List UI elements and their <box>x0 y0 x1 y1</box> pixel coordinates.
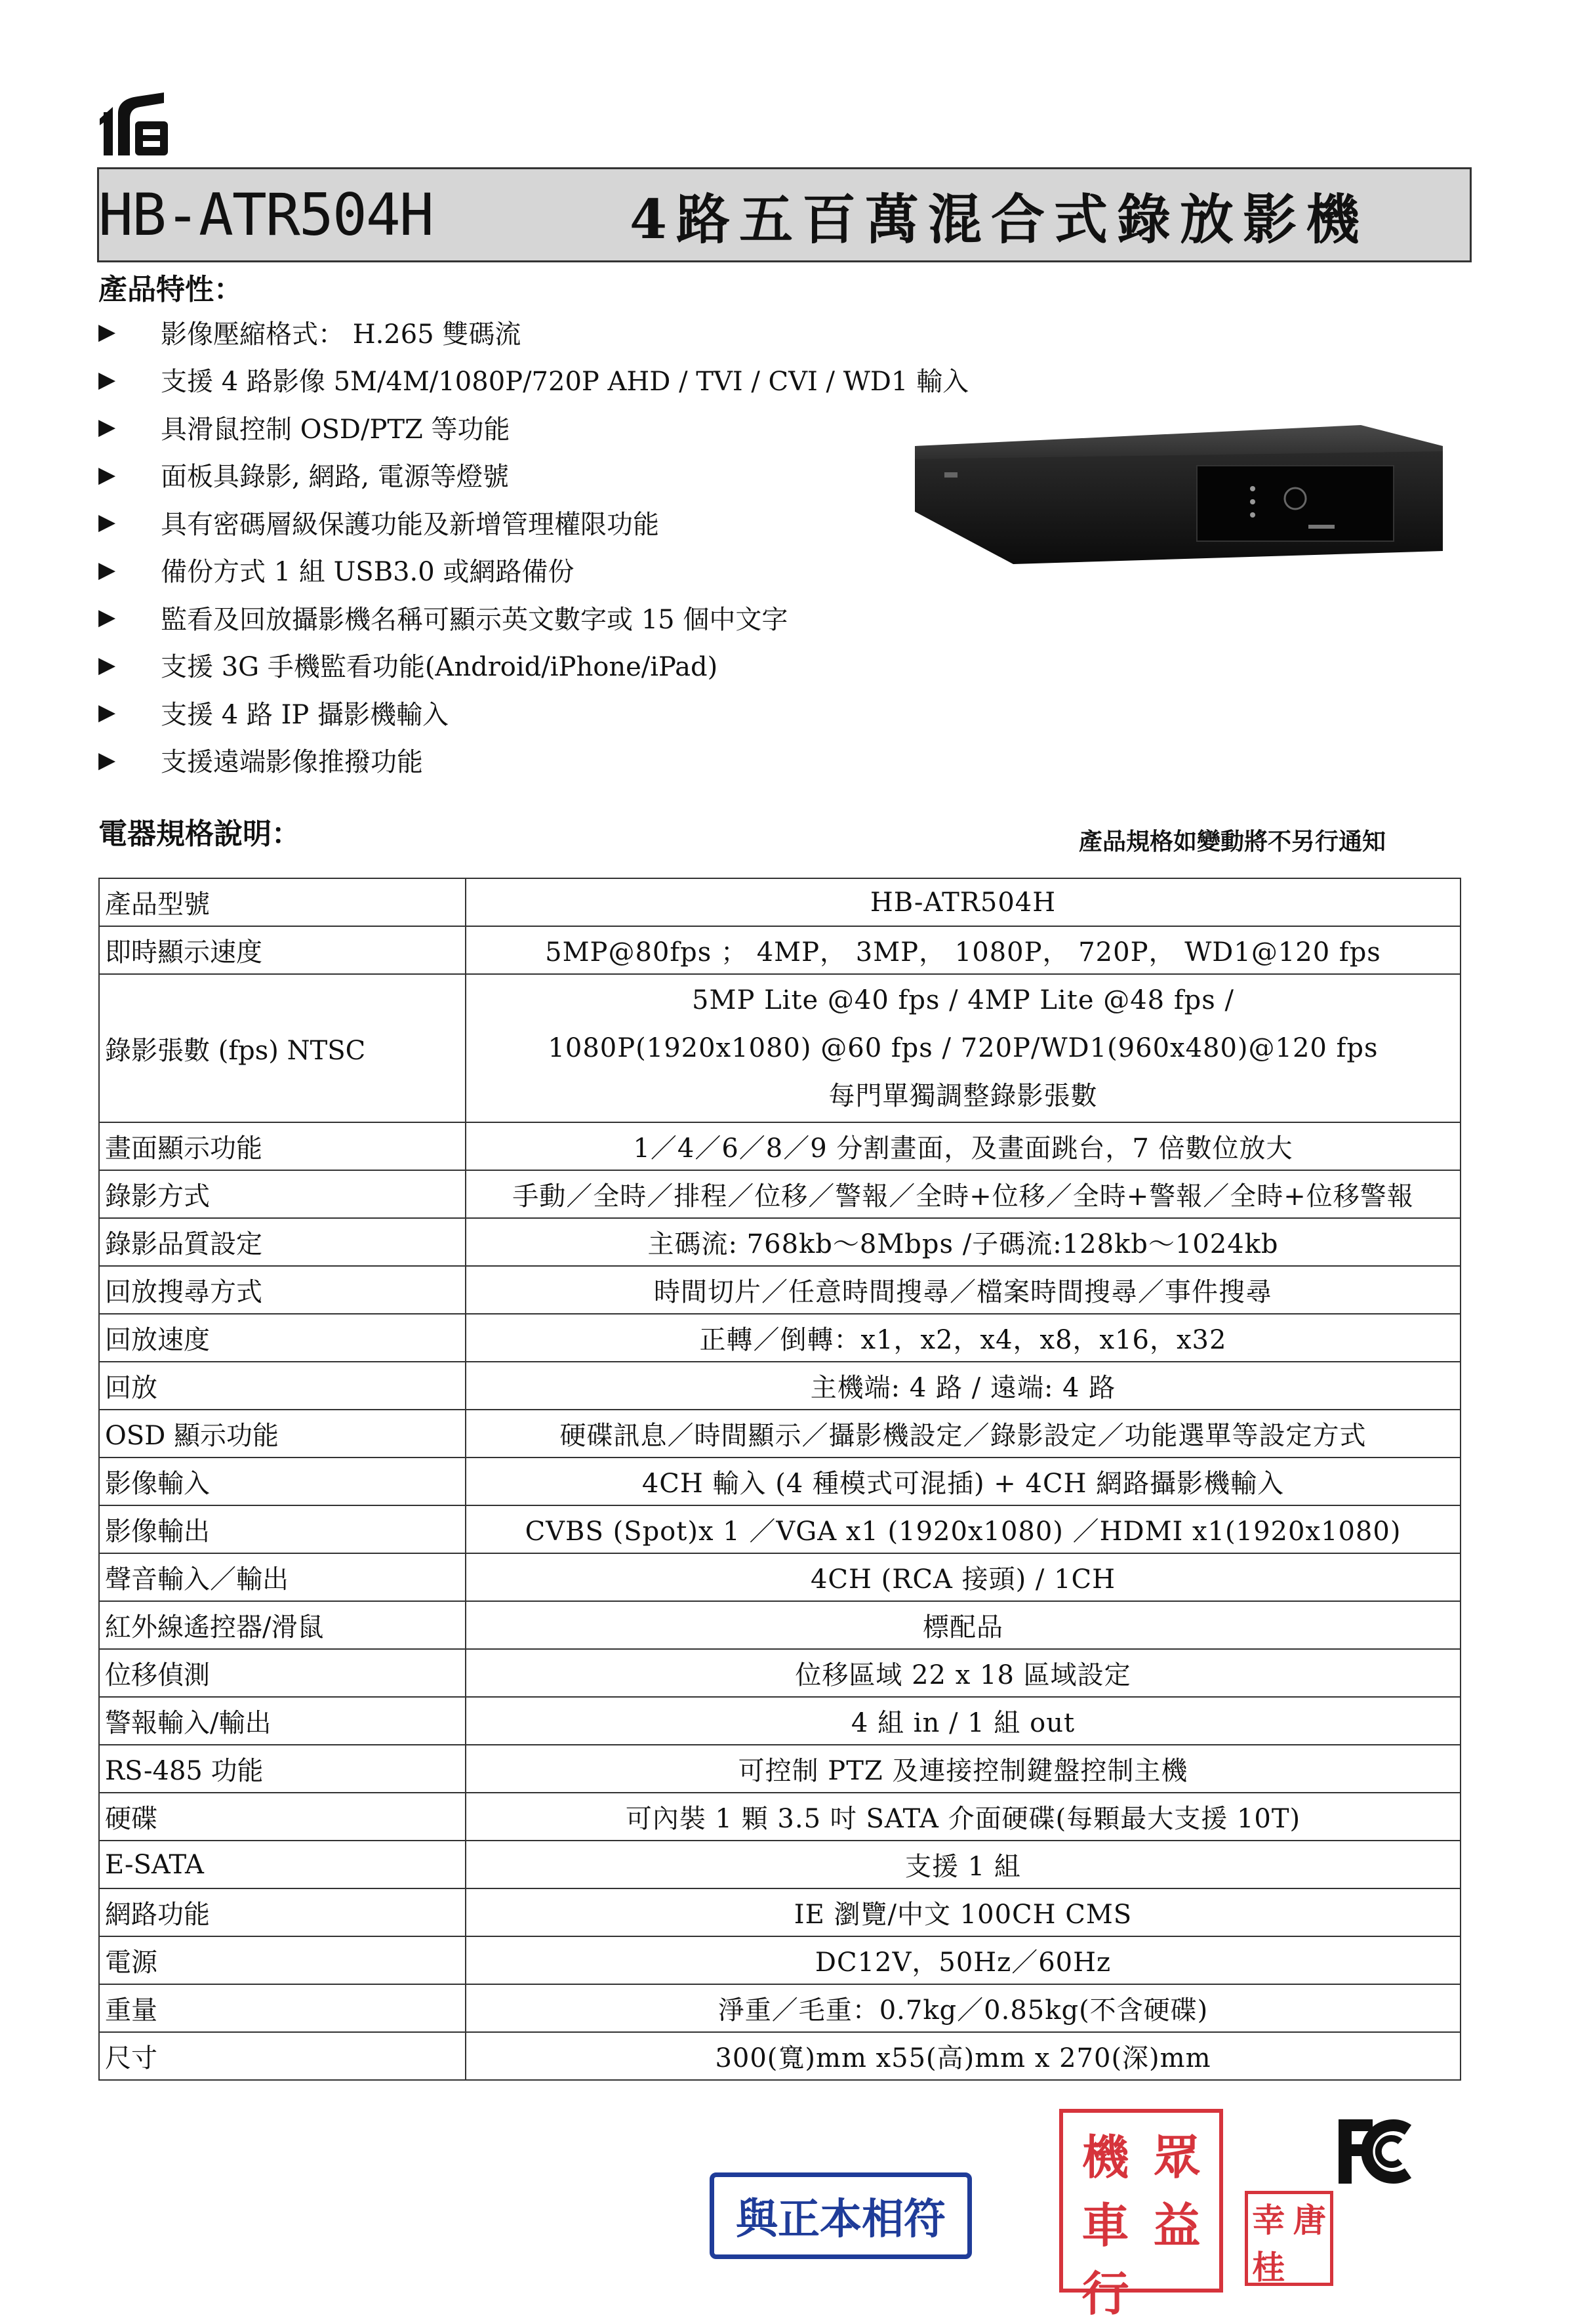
spec-label: 重量 <box>99 1984 466 2032</box>
spec-row <box>99 926 1461 974</box>
spec-label: 錄影張數 (fps) NTSC <box>99 974 466 1122</box>
spec-row <box>99 1362 1461 1410</box>
feature-text: 支援 3G 手機監看功能(Android/iPhone/iPad) <box>161 652 718 683</box>
spec-value: 可控制 PTZ 及連接控制鍵盤控制主機 <box>466 1745 1461 1793</box>
spec-value: DC12V，50Hz／60Hz <box>466 1936 1461 1984</box>
spec-value-line: 5MP Lite @40 fps / 4MP Lite @48 fps / <box>692 985 1234 1015</box>
seal-character <box>1289 2241 1331 2289</box>
spec-change-notice: 產品規格如變動將不另行通知 <box>1079 828 1386 855</box>
spec-value: 主碼流: 768kb～8Mbps /子碼流:128kb～1024kb <box>466 1218 1461 1266</box>
feature-text: 具有密碼層級保護功能及新增管理權限功能 <box>161 509 659 540</box>
shop-seal-stamp <box>1059 2109 1223 2321</box>
spec-row <box>99 1841 1461 1888</box>
spec-row <box>99 1553 1461 1601</box>
spec-label: 回放速度 <box>99 1314 466 1362</box>
seal-character: 唐 <box>1293 2201 1326 2239</box>
triangle-right-icon: ▶ <box>98 509 116 536</box>
fc-mark-icon <box>1335 2115 1423 2188</box>
feature-item <box>98 356 969 404</box>
feature-text: 支援 4 路影像 5M/4M/1080P/720P AHD / TVI / CVI / WD1 輸入 <box>161 367 969 398</box>
spec-row <box>99 1314 1461 1362</box>
spec-row <box>99 974 1461 1122</box>
spec-table <box>98 878 1461 2081</box>
seal-character: 眾 <box>1153 2129 1201 2185</box>
spec-value: 1／4／6／8／9 分割畫面，及畫面跳台，7 倍數位放大 <box>466 1122 1461 1170</box>
feature-text: 面板具錄影, 網路, 電源等燈號 <box>161 462 509 493</box>
spec-label: 影像輸出 <box>99 1505 466 1553</box>
spec-value: 硬碟訊息／時間顯示／攝影機設定／錄影設定／功能選單等設定方式 <box>466 1410 1461 1458</box>
feature-text: 影像壓縮格式： H.265 雙碼流 <box>161 319 521 350</box>
certified-copy-stamp: 與正本相符 <box>710 2172 972 2259</box>
feature-item <box>98 308 969 356</box>
spec-value: 主機端: 4 路 / 遠端: 4 路 <box>466 1362 1461 1410</box>
spec-label: 聲音輸入／輸出 <box>99 1553 466 1601</box>
spec-label: 回放搜尋方式 <box>99 1266 466 1314</box>
triangle-right-icon: ▶ <box>98 699 116 726</box>
spec-label: 產品型號 <box>99 878 466 926</box>
spec-value: 時間切片／任意時間搜尋／檔案時間搜尋／事件搜尋 <box>466 1266 1461 1314</box>
feature-item <box>98 403 969 451</box>
feature-item <box>98 546 969 594</box>
spec-value: 4CH 輸入 (4 種模式可混插) + 4CH 網路攝影機輸入 <box>466 1458 1461 1505</box>
spec-label: 即時顯示速度 <box>99 926 466 974</box>
spec-label: OSD 顯示功能 <box>99 1410 466 1458</box>
feature-item <box>98 689 969 737</box>
spec-value: 可內裝 1 顆 3.5 吋 SATA 介面硬碟(每顆最大支援 10T) <box>466 1793 1461 1841</box>
spec-value: 300(寬)mm x55(高)mm x 270(深)mm <box>466 2032 1461 2080</box>
spec-row <box>99 1601 1461 1649</box>
spec-value: 淨重／毛重：0.7kg／0.85kg(不含硬碟) <box>466 1984 1461 2032</box>
spec-row <box>99 1936 1461 1984</box>
spec-label: 畫面顯示功能 <box>99 1122 466 1170</box>
spec-row <box>99 1793 1461 1841</box>
seal-character: 益 <box>1153 2197 1201 2253</box>
spec-label: 位移偵測 <box>99 1649 466 1697</box>
seal-character: 機 <box>1081 2129 1129 2185</box>
spec-label: 電源 <box>99 1936 466 1984</box>
spec-row <box>99 1122 1461 1170</box>
spec-row <box>99 1888 1461 1936</box>
feature-item <box>98 594 969 642</box>
spec-value: 5MP@80fps ； 4MP， 3MP， 1080P， 720P， WD1@120 fps <box>466 926 1461 974</box>
triangle-right-icon: ▶ <box>98 604 116 631</box>
feature-item <box>98 499 969 546</box>
spec-label: 錄影品質設定 <box>99 1218 466 1266</box>
spec-row <box>99 878 1461 926</box>
spec-row <box>99 1170 1461 1218</box>
feature-item <box>98 451 969 499</box>
feature-text: 監看及回放攝影機名稱可顯示英文數字或 15 個中文字 <box>161 604 788 635</box>
spec-row <box>99 1458 1461 1505</box>
triangle-right-icon: ▶ <box>98 319 116 346</box>
spec-value: 支援 1 組 <box>466 1841 1461 1888</box>
spec-label: 回放 <box>99 1362 466 1410</box>
seal-character: 幸 <box>1252 2201 1285 2239</box>
features-heading: 產品特性： <box>98 273 243 306</box>
triangle-right-icon: ▶ <box>98 461 116 488</box>
specs-heading: 電器規格說明： <box>98 817 300 851</box>
spec-row <box>99 1218 1461 1266</box>
features-list <box>98 308 969 784</box>
spec-value-line: 每門單獨調整錄影張數 <box>828 1080 1098 1111</box>
spec-label: E-SATA <box>99 1841 466 1888</box>
spec-row <box>99 2032 1461 2080</box>
spec-label: 影像輸入 <box>99 1458 466 1505</box>
spec-label: 硬碟 <box>99 1793 466 1841</box>
feature-text: 支援 4 路 IP 攝影機輸入 <box>161 699 449 730</box>
feature-item <box>98 642 969 689</box>
spec-label: 網路功能 <box>99 1888 466 1936</box>
spec-row <box>99 1745 1461 1793</box>
feature-text: 支援遠端影像推撥功能 <box>161 747 423 778</box>
feature-text: 具滑鼠控制 OSD/PTZ 等功能 <box>161 414 510 445</box>
spec-value: CVBS (Spot)x 1 ／VGA x1 (1920x1080) ／HDMI x1(1920x1080) <box>466 1505 1461 1553</box>
triangle-right-icon: ▶ <box>98 651 116 678</box>
dvr-product-image <box>908 420 1446 581</box>
spec-value: 正轉／倒轉：x1，x2，x4，x8，x16，x32 <box>466 1314 1461 1362</box>
spec-row <box>99 1984 1461 2032</box>
triangle-right-icon: ▶ <box>98 556 116 583</box>
triangle-right-icon: ▶ <box>98 746 116 773</box>
spec-label: 尺寸 <box>99 2032 466 2080</box>
feature-item <box>98 737 969 785</box>
spec-row <box>99 1697 1461 1745</box>
spec-label: RS-485 功能 <box>99 1745 466 1793</box>
personal-seal-stamp <box>1245 2191 1333 2286</box>
spec-row <box>99 1505 1461 1553</box>
spec-value: IE 瀏覽/中文 100CH CMS <box>466 1888 1461 1936</box>
spec-value-line: 1080P(1920x1080) @60 fps / 720P/WD1(960x480)@120 fps <box>548 1032 1379 1063</box>
brand-logo-icon <box>98 87 177 159</box>
spec-value: HB-ATR504H <box>466 878 1461 926</box>
spec-row <box>99 1266 1461 1314</box>
model-title: HB-ATR504H <box>98 181 433 249</box>
spec-label: 紅外線遙控器/滑鼠 <box>99 1601 466 1649</box>
spec-row <box>99 1649 1461 1697</box>
triangle-right-icon: ▶ <box>98 366 116 393</box>
spec-value: 手動／全時／排程／位移／警報／全時+位移／全時+警報／全時+位移警報 <box>466 1170 1461 1218</box>
spec-value: 位移區域 22 x 18 區域設定 <box>466 1649 1461 1697</box>
seal-character: 行 <box>1081 2266 1129 2321</box>
seal-character <box>1141 2256 1213 2324</box>
seal-character: 車 <box>1081 2197 1129 2253</box>
spec-value: 4CH (RCA 接頭) / 1CH <box>466 1553 1461 1601</box>
spec-row <box>99 1410 1461 1458</box>
spec-value: 標配品 <box>466 1601 1461 1649</box>
spec-label: 錄影方式 <box>99 1170 466 1218</box>
spec-label: 警報輸入/輸出 <box>99 1697 466 1745</box>
spec-value: 4 組 in / 1 組 out <box>466 1697 1461 1745</box>
product-title: 4路五百萬混合式錄放影機 <box>630 188 1369 251</box>
triangle-right-icon: ▶ <box>98 414 116 441</box>
spec-value <box>466 974 1461 1122</box>
seal-character: 桂 <box>1252 2248 1285 2287</box>
feature-text: 備份方式 1 組 USB3.0 或網路備份 <box>161 557 575 588</box>
